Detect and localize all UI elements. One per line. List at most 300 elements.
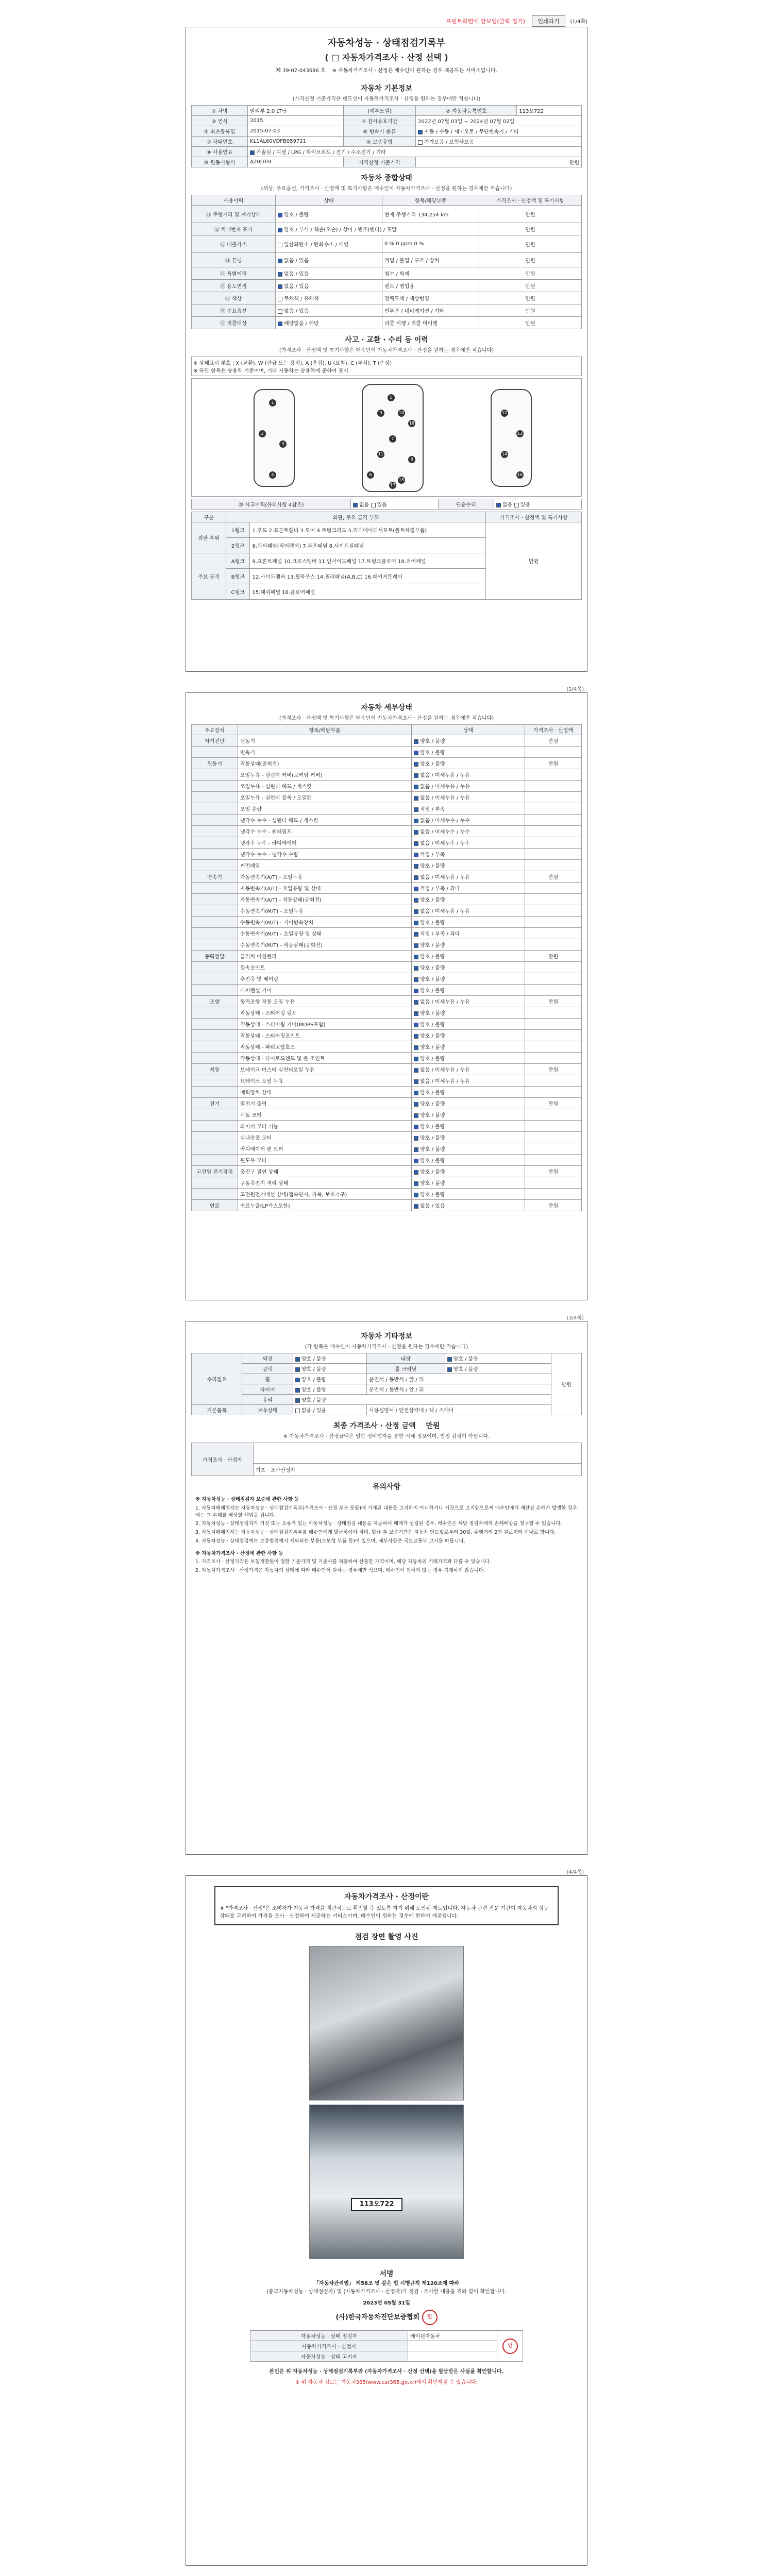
car-right-side xyxy=(491,389,532,487)
part-number: 9 xyxy=(377,410,384,417)
device-group xyxy=(192,747,238,758)
value: 만원 xyxy=(416,157,582,167)
item: 디퍼렌셜 기어 xyxy=(238,985,412,996)
value: 말리부 2.0 LT급 xyxy=(248,106,343,116)
table-row xyxy=(192,1405,582,1415)
price: 만원 xyxy=(479,223,582,235)
value: KL1AL60VDFB059721 xyxy=(248,137,343,147)
price xyxy=(525,905,582,917)
value xyxy=(248,147,582,157)
inspection-photo-rear xyxy=(309,2105,464,2259)
checkbox xyxy=(414,785,418,789)
checkbox xyxy=(353,503,358,507)
caution-line: 3. 자동차매매업자는 자동차성능 · 상태점검기록부를 매수인에게 발급하여야 하며, 발급 후 보증기간은 자동차 인도일로부터 30일, 주행거리 2천 킬로미터 이내로 합니다. xyxy=(195,1530,556,1536)
checkbox xyxy=(418,140,423,145)
device-group: 동력전달 xyxy=(192,951,238,962)
accident-title: 사고 · 교환 · 수리 등 이력 xyxy=(345,336,428,344)
sheet-page-2 xyxy=(186,687,587,1300)
price xyxy=(525,747,582,758)
device-group xyxy=(192,1177,238,1189)
sign-company: (사)한국자동차진단보증협회 xyxy=(335,2313,420,2321)
accident-rank-table xyxy=(191,512,582,600)
item: 윈도우 모터 xyxy=(238,1155,412,1166)
table-row xyxy=(192,815,582,826)
legend-line: ※ 상태표시 부호 : X (교환), W (판금 또는 용접), A (흠집), U (요철), C (부식), T (손상) xyxy=(193,361,392,366)
checkbox xyxy=(414,966,418,971)
column-header: 상태 xyxy=(412,725,525,735)
status xyxy=(412,1143,525,1155)
status-text: 양호 / 불량 xyxy=(301,1367,327,1372)
item: 고전원전기배선 상태(접속단자, 피복, 보호기구) xyxy=(238,1189,412,1200)
table-row xyxy=(192,1364,582,1374)
table-row xyxy=(192,1019,582,1030)
device-group xyxy=(192,962,238,973)
item: 침수 / 화재 xyxy=(382,267,479,280)
value xyxy=(416,126,582,137)
checkbox xyxy=(278,297,282,301)
item: 수동변속기(M/T) - 작동상태(공회전) xyxy=(238,939,412,951)
item: 유리 xyxy=(242,1395,293,1405)
table-row xyxy=(192,1007,582,1019)
device-group: 자기진단 xyxy=(192,735,238,747)
status-text: 양호 / 불량 xyxy=(420,988,445,994)
sign-block xyxy=(191,2280,582,2325)
doc-no: 39-07-043686 xyxy=(282,68,319,74)
checkbox xyxy=(295,1367,300,1372)
status xyxy=(412,917,525,928)
item: 추진축 및 베어링 xyxy=(238,973,412,985)
status xyxy=(412,928,525,939)
status-text: 양호 / 불량 xyxy=(420,1101,445,1107)
part-number: 2 xyxy=(259,430,266,437)
basic-info-table xyxy=(191,105,582,167)
table-row xyxy=(192,1395,582,1405)
status xyxy=(275,280,382,292)
status xyxy=(412,849,525,860)
table-row xyxy=(192,1374,582,1384)
price: 만원 xyxy=(479,267,582,280)
status xyxy=(275,253,382,267)
item: 작동상태 - 파워고압호스 xyxy=(238,1041,412,1053)
checkbox xyxy=(414,1023,418,1027)
status-text: 양호 / 불량 xyxy=(301,1377,327,1383)
status xyxy=(293,1395,551,1405)
value xyxy=(408,2351,497,2362)
print-hidden-notice[interactable]: 프린트화면에 안보임(클릭 접기) xyxy=(446,18,525,25)
item: 작동상태 - 스티어링 기어(MDPS포함) xyxy=(238,1019,412,1030)
part-number: 10 xyxy=(398,410,405,417)
checkbox xyxy=(414,1136,418,1141)
checkbox xyxy=(414,762,418,767)
table-row xyxy=(192,147,582,157)
table-row xyxy=(192,951,582,962)
table-row xyxy=(192,1200,582,1211)
status xyxy=(275,235,382,253)
status xyxy=(412,758,525,769)
status-text: 양호 / 불량 xyxy=(420,1136,445,1141)
device-group xyxy=(192,826,238,837)
caution-line: ※ 자동차가격조사 · 산정에 관한 사항 등 xyxy=(195,1550,283,1556)
caution-body xyxy=(191,1493,582,1578)
status xyxy=(412,871,525,883)
checkbox xyxy=(414,1034,418,1039)
status-text: 적정 / 부족 / 과다 xyxy=(420,886,460,892)
label: ① 차명 xyxy=(192,106,248,116)
device-group xyxy=(192,1075,238,1087)
caution-line: 2. 자동차가격조사 · 산정가격은 자동차의 상태에 따라 매수인이 원하는 경우에만 적으며, 매수인이 원하지 않는 경우 기재하지 않습니다. xyxy=(195,1568,485,1574)
table-row xyxy=(192,883,582,894)
accident-question-table xyxy=(191,499,582,510)
status-text: 없음 / 미세누유 / 누유 xyxy=(420,773,470,778)
checkbox xyxy=(414,1057,418,1061)
caution-title: 유의사항 xyxy=(372,1483,401,1491)
status xyxy=(412,951,525,962)
item: 동력조향 작동 오일 누유 xyxy=(238,996,412,1007)
page-number: (4/4쪽) xyxy=(566,1870,584,1875)
doc-no-suffix: 호 xyxy=(321,68,326,74)
status-text: 양호 / 불량 xyxy=(420,920,445,926)
table-row xyxy=(192,1087,582,1098)
caution-line: 2. 자동차성능 · 상태점검자가 거짓 또는 오류가 있는 자동차성능 · 상태점검 내용을 제공하여 매매가 성립된 경우, 매수인은 해당 점검자에게 손해배상을 청구할 수 있습니다. xyxy=(195,1521,562,1527)
table-row xyxy=(192,223,582,235)
price: 만원 xyxy=(479,304,582,317)
caution-line: 1. 자동차매매업자는 자동차성능 · 상태점검기록부(가격조사 · 산정 부분 포함)에 기재된 내용을 고지하지 아니하거나 거짓으로 고지함으로써 매수인에게 재산상 손해가 발생한 경우에는 그 손해를 배상할 책임을 집니다. xyxy=(195,1505,577,1518)
table-row xyxy=(192,917,582,928)
device-group xyxy=(192,985,238,996)
table-row xyxy=(250,2341,523,2351)
signer-stamp: 인 xyxy=(502,2338,518,2354)
table-row xyxy=(192,781,582,792)
sign-date: 2023년 05월 31일 xyxy=(363,2300,410,2306)
checkbox xyxy=(295,1378,300,1382)
status-text: 양호 / 불량 xyxy=(420,1192,445,1198)
status-text: 없음 / 있음 xyxy=(283,309,309,314)
item: 외장 xyxy=(242,1353,293,1364)
table-row xyxy=(192,267,582,280)
item: 자동변속기(A/T) - 오일누유 xyxy=(238,871,412,883)
checkbox xyxy=(414,1170,418,1175)
label: ⑭ 튜닝 xyxy=(192,253,276,267)
status xyxy=(412,792,525,803)
page-number: (2/4쪽) xyxy=(566,687,584,692)
status xyxy=(275,292,382,304)
price xyxy=(525,1075,582,1087)
status-text: 양호 / 불량 xyxy=(420,1181,445,1187)
sheet-page-3 xyxy=(186,1315,587,1855)
status-text: 양호 / 불량 xyxy=(453,1367,479,1372)
item: 작동상태 - 스티어링 펌프 xyxy=(238,1007,412,1019)
table-row xyxy=(192,792,582,803)
price: 만원 xyxy=(479,206,582,223)
final-table xyxy=(191,1443,582,1476)
checkbox xyxy=(414,853,418,857)
status xyxy=(275,317,382,329)
table-row xyxy=(192,280,582,292)
table-row xyxy=(192,253,582,267)
basic-info-title: 자동차 기본정보 xyxy=(361,84,412,93)
item: 라디에이터 팬 모터 xyxy=(238,1143,412,1155)
checkbox xyxy=(414,1125,418,1129)
status-text: 양호 / 불량 xyxy=(420,1045,445,1050)
status-text: 없음 / 미세누유 / 누유 xyxy=(420,875,470,880)
status-text: 없음 / 있음 xyxy=(283,272,309,277)
label: ⑩ 원동기형식 xyxy=(192,157,248,167)
status xyxy=(412,1041,525,1053)
status-text: 양호 / 불량 xyxy=(420,1147,445,1153)
device-group xyxy=(192,1041,238,1053)
status-text: 양호 / 불량 xyxy=(420,750,445,756)
price xyxy=(525,928,582,939)
rank: 1랭크 xyxy=(226,522,250,538)
price: 만원 xyxy=(486,522,582,600)
device-group xyxy=(192,917,238,928)
status-text: 없음 / 있음 xyxy=(283,284,309,290)
other-title: 자동차 기타정보 xyxy=(361,1332,412,1341)
price: 만원 xyxy=(525,758,582,769)
label: 기본품목 xyxy=(192,1405,242,1415)
label: ⑪ 주행거리 및 계기상태 xyxy=(192,206,276,223)
checkbox xyxy=(414,1181,418,1186)
about-body: ※ "가격조사 · 산정"은 소비자가 자동차 가격을 객관적으로 확인할 수 있도록 하기 위해 도입된 제도입니다. 자동차 관련 전문 기관이 자동차의 성능 상태를 고려하여 가격을 조사 · 산정하여 제공하는 서비스이며, 매수인이 원하는 경우에 한하여 제공됩니다. xyxy=(220,1906,549,1919)
checkbox xyxy=(278,309,282,314)
status-text: 없음 / 미세누유 / 누유 xyxy=(420,1067,470,1073)
status xyxy=(412,1109,525,1121)
status-text: 양호 / 불량 xyxy=(420,1056,445,1062)
label: ⑤ 최초등록일 xyxy=(192,126,248,137)
label: ④ 검사유효기간 xyxy=(343,116,416,126)
status xyxy=(412,1007,525,1019)
price xyxy=(525,939,582,951)
checkbox xyxy=(414,1147,418,1152)
status xyxy=(445,1364,551,1374)
rank: B랭크 xyxy=(226,569,250,584)
rank: 2랭크 xyxy=(226,538,250,553)
price xyxy=(525,1019,582,1030)
items: 15.대쉬패널 16.플로어패널 xyxy=(250,584,486,600)
checkbox xyxy=(414,898,418,903)
item: 작동상태(공회전) xyxy=(238,758,412,769)
table-row xyxy=(192,1132,582,1143)
part-number: 3 xyxy=(279,440,287,448)
price xyxy=(525,1189,582,1200)
item: 브레이크 마스터 실린더오일 누유 xyxy=(238,1064,412,1075)
status xyxy=(293,1374,366,1384)
price xyxy=(525,1030,582,1041)
device-group xyxy=(192,928,238,939)
table-row xyxy=(192,803,582,815)
status xyxy=(412,1177,525,1189)
status-text: 양호 / 불량 xyxy=(301,1387,327,1393)
checkbox xyxy=(414,932,418,937)
photos-title: 점검 장면 촬영 사진 xyxy=(355,1933,418,1941)
print-button[interactable]: 인쇄하기 xyxy=(532,15,565,27)
about-box xyxy=(214,1886,558,1925)
column-header: 외판, 주요 골격 부위 xyxy=(226,512,486,522)
company-stamp: 인 xyxy=(422,2310,438,2325)
status xyxy=(412,996,525,1007)
item: 리콜 이행 / 리콜 미이행 xyxy=(382,317,479,329)
status xyxy=(412,1132,525,1143)
sign-foot: 본인은 위 자동차성능 · 상태점검기록부와 (자동차가격조사 · 산정 선택)을 발급받은 사실을 확인합니다. xyxy=(269,2369,504,2375)
table-row xyxy=(192,106,582,116)
status-text: 없음 / 미세누수 / 누수 xyxy=(420,841,470,846)
report-header xyxy=(191,31,582,78)
status-text: 없음 / 있음 xyxy=(301,1408,327,1414)
value: 2015 xyxy=(248,116,343,126)
label: ③ 연식 xyxy=(192,116,248,126)
status xyxy=(412,860,525,871)
status-text: 양호 / 불량 xyxy=(420,1022,445,1028)
status xyxy=(275,206,382,223)
device-group: 고전원 전기장치 xyxy=(192,1166,238,1177)
table-row xyxy=(192,1064,582,1075)
item: 브레이크 오일 누유 xyxy=(238,1075,412,1087)
device-group xyxy=(192,781,238,792)
status xyxy=(293,1364,366,1374)
table-row xyxy=(192,735,582,747)
status xyxy=(412,1075,525,1087)
price xyxy=(525,917,582,928)
checkbox xyxy=(414,1113,418,1118)
item: 오일누유 - 실린더 블록 / 오일팬 xyxy=(238,792,412,803)
status xyxy=(412,815,525,826)
checkbox xyxy=(295,1398,300,1403)
table-row xyxy=(192,1155,582,1166)
price xyxy=(525,1053,582,1064)
label: 외판 부위 xyxy=(192,522,226,553)
status xyxy=(412,1121,525,1132)
device-group xyxy=(192,894,238,905)
column-header: 가격조사 · 산정액 및 특기사항 xyxy=(486,512,582,522)
status xyxy=(412,1155,525,1166)
table-row xyxy=(192,1109,582,1121)
table-row xyxy=(192,894,582,905)
checkbox xyxy=(414,1079,418,1084)
item: 적법 / 불법 / 구조 / 장치 xyxy=(382,253,479,267)
table-row xyxy=(192,871,582,883)
label: ⑨ 사용연료 xyxy=(192,147,248,157)
checkbox xyxy=(418,130,423,134)
part-number: 17 xyxy=(389,482,396,489)
table-row xyxy=(192,758,582,769)
label: 주요 골격 xyxy=(192,553,226,600)
device-group xyxy=(192,1155,238,1166)
status-text: 없음 / 미세누유 / 누유 xyxy=(420,909,470,914)
label: 단순수리 xyxy=(438,499,494,510)
status xyxy=(412,985,525,996)
table-row xyxy=(192,849,582,860)
caution-line: ※ 자동차성능 · 상태점검자 보증에 관한 사항 등 xyxy=(195,1497,299,1502)
table-row xyxy=(192,292,582,304)
table-row xyxy=(192,1166,582,1177)
label: ⑳ 사고이력(유의사항 4참조) xyxy=(192,499,351,510)
checkbox xyxy=(447,1367,452,1372)
label: 가격조사 · 산정자 xyxy=(192,1443,254,1476)
report-subtitle: ( □ 자동차가격조사 · 산정 선택 ) xyxy=(325,53,448,62)
status-text: 양호 / 부식 / 훼손(오손) / 상이 / 변조(변타) / 도말 xyxy=(283,227,397,233)
label: ⑥ 변속기 종류 xyxy=(343,126,416,137)
legend-line: ※ 하단 항목은 승용차 기준이며, 기타 자동차는 승용차에 준하여 표시 xyxy=(193,368,348,374)
price xyxy=(525,1121,582,1132)
device-group xyxy=(192,815,238,826)
item: 연료누출(LP가스포함) xyxy=(238,1200,412,1211)
label: ⑬ 배출가스 xyxy=(192,235,276,253)
status-text: 양호 / 불량 xyxy=(420,1090,445,1096)
table-row xyxy=(192,996,582,1007)
part-number: 11 xyxy=(377,451,384,458)
checkbox xyxy=(278,272,282,277)
price: 만원 xyxy=(525,951,582,962)
items: 6.쿼터패널(리어펜더) 7.루프패널 8.사이드실패널 xyxy=(250,538,486,553)
status xyxy=(412,803,525,815)
checkbox xyxy=(295,1409,300,1413)
status xyxy=(412,973,525,985)
item: 와이퍼 모터 기능 xyxy=(238,1121,412,1132)
checkbox xyxy=(414,989,418,993)
status-text: 양호 / 불량 xyxy=(283,212,309,218)
item: 자동변속기(A/T) - 오일유량 및 상태 xyxy=(238,883,412,894)
status-text: 양호 / 불량 xyxy=(420,761,445,767)
table-row xyxy=(192,1143,582,1155)
item: 원동기 xyxy=(238,735,412,747)
status-text: 양호 / 불량 xyxy=(420,977,445,982)
status-text: 없음 / 미세누유 / 누유 xyxy=(420,1079,470,1084)
item: 현재 주행거리 134,254 km xyxy=(382,206,479,223)
price xyxy=(525,1143,582,1155)
column-header: 항목/해당부품 xyxy=(238,725,412,735)
status-text: 양호 / 불량 xyxy=(420,965,445,971)
label: 기초 · 조사산정자 xyxy=(256,1468,296,1473)
table-row xyxy=(192,1075,582,1087)
item: 발전기 출력 xyxy=(238,1098,412,1109)
checkbox xyxy=(414,887,418,891)
price: 만원 xyxy=(525,996,582,1007)
value xyxy=(408,2341,497,2351)
status xyxy=(275,223,479,235)
item: 오일 유량 xyxy=(238,803,412,815)
caution-line: 1. 가격조사 · 산정가격은 보험개발원이 정한 기준가격 및 기준서를 적용하여 산출한 가격이며, 해당 자동차의 거래가격과 다를 수 있습니다. xyxy=(195,1559,492,1565)
column-header: 가격조사 · 산정액 및 특기사항 xyxy=(479,195,582,206)
table-row xyxy=(192,499,582,510)
checkbox xyxy=(414,796,418,801)
price: 만원 xyxy=(525,735,582,747)
table-row xyxy=(192,126,582,137)
table-row xyxy=(192,1041,582,1053)
item: 보유상태 xyxy=(242,1405,293,1415)
basic-info-sub: (가격산정 기준가격은 매도인이 자동차가격조사 · 산정을 원하는 경우에만 적습니다) xyxy=(292,96,481,102)
table-row xyxy=(192,747,582,758)
item: 내장 xyxy=(367,1353,445,1364)
status xyxy=(275,267,382,280)
sign-line: 「자동차관리법」 제58조 및 같은 법 시행규칙 제120조에 따라 xyxy=(313,2281,460,2286)
item: 광택 xyxy=(242,1364,293,1374)
part-number: 7 xyxy=(389,435,396,443)
table-row xyxy=(192,1098,582,1109)
car-diagram xyxy=(191,378,582,497)
checkbox xyxy=(414,864,418,869)
table-row xyxy=(250,2331,523,2341)
item: 등속조인트 xyxy=(238,962,412,973)
checkbox xyxy=(414,841,418,846)
checkbox xyxy=(414,830,418,835)
table-row xyxy=(192,116,582,126)
device-group xyxy=(192,1007,238,1019)
device-group xyxy=(192,849,238,860)
status xyxy=(412,769,525,781)
items: 9.프론트패널 10.크로스멤버 11.인사이드패널 17.트렁크플로어 18.리어패널 xyxy=(250,553,486,569)
label: ② 자동차등록번호 xyxy=(416,106,517,116)
device-group: 전기 xyxy=(192,1098,238,1109)
